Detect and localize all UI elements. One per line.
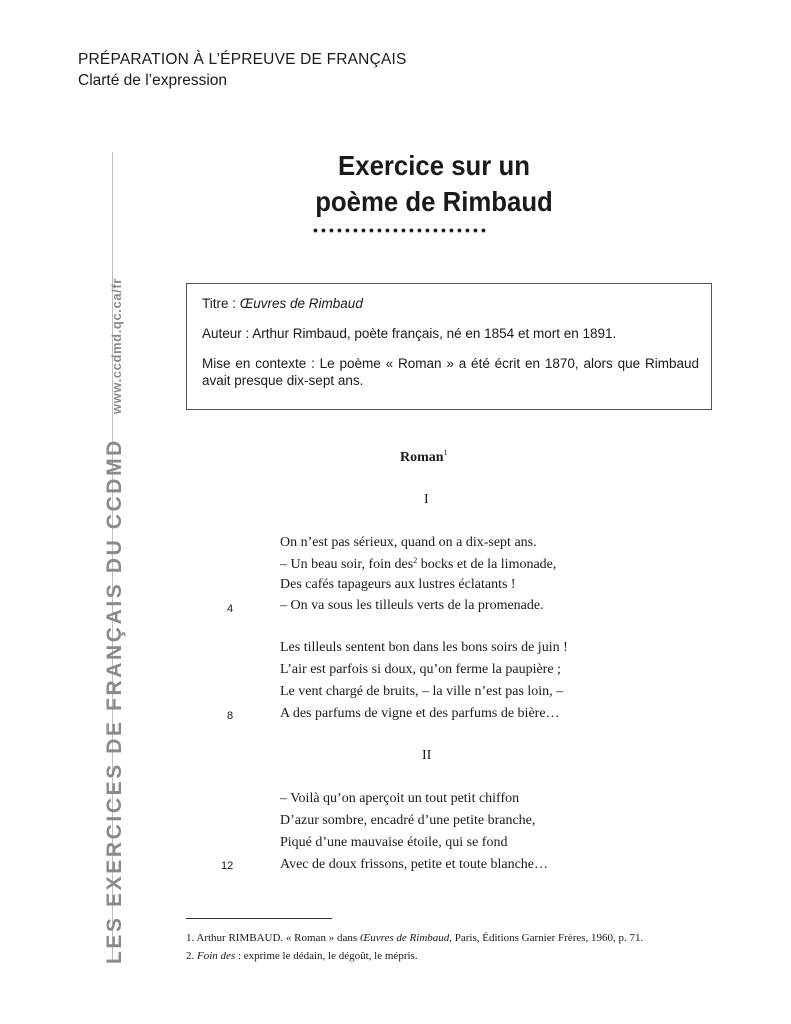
info-title-value: Œuvres de Rimbaud — [239, 296, 363, 311]
stanza-number-1: I — [424, 492, 429, 507]
verse-line: On n’est pas sérieux, quand on a dix-sept ans. — [280, 535, 537, 550]
title-line-1: Exercice sur un — [338, 150, 530, 181]
sidebar-branding — [103, 278, 127, 964]
verse-line: Piqué d’une mauvaise étoile, qui se fond — [280, 835, 508, 850]
sidebar-brand: LES EXERCICES DE FRANÇAIS DU CCDMD — [103, 438, 126, 964]
verse-line: Des cafés tapageurs aux lustres éclatants ! — [280, 577, 516, 592]
info-author: Auteur : Arthur Rimbaud, poète français, né en 1854 et mort en 1891. — [202, 326, 617, 341]
footnote-2: 2. Foin des : exprime le dédain, le dégoût, le mépris. — [186, 950, 418, 962]
title-dotted-rule: •••••••••••••••••••••• — [313, 222, 490, 238]
page-header — [78, 50, 407, 92]
stanza-number-2: II — [422, 748, 432, 763]
footnote-ref-1: 1 — [443, 448, 448, 457]
header-subject: Clarté de l’expression — [78, 72, 228, 89]
info-title: Titre : Œuvres de Rimbaud — [202, 296, 363, 311]
verse-line: Les tilleuls sentent bon dans les bons soirs de juin ! — [280, 640, 568, 655]
footnote-1: 1. Arthur RIMBAUD. « Roman » dans Œuvres de Rimbaud, Paris, Éditions Garnier Frères, 1960, p. 71. — [186, 932, 644, 944]
verse-line: – Un beau soir, foin des$^2$ bocks et de la limonade, — [280, 556, 557, 572]
info-context: Mise en contexte : Le poème « Roman » a été écrit en 1870, alors que Rimbaud avait presque dix-sept ans. — [202, 356, 699, 388]
verse-line: – Voilà qu’on aperçoit un tout petit chiffon — [280, 791, 520, 806]
page-title — [250, 148, 618, 220]
footnote-divider — [186, 918, 332, 919]
title-line-2: poème de Rimbaud — [315, 186, 553, 217]
info-box — [186, 283, 712, 410]
footnote-ref-2: 2 — [413, 556, 418, 565]
line-number: 4 — [227, 603, 234, 615]
line-number: 8 — [227, 710, 234, 722]
sidebar-site-url: www.ccdmd.qc.ca/fr — [109, 278, 124, 415]
verse-line: Le vent chargé de bruits, – la ville n’est pas loin, – — [280, 684, 564, 699]
header-course: PRÉPARATION À L’ÉPREUVE DE FRANÇAIS — [78, 51, 407, 68]
verse-line: – On va sous les tilleuls verts de la promenade. — [280, 598, 544, 613]
poem-title: Roman$^1$ — [400, 448, 448, 465]
verse-line: L’air est parfois si doux, qu’on ferme la paupière ; — [280, 662, 561, 677]
verse-line: Avec de doux frissons, petite et toute blanche… — [280, 857, 548, 872]
line-number: 12 — [221, 860, 234, 872]
verse-line: D’azur sombre, encadré d’une petite branche, — [280, 813, 536, 828]
verse-line: A des parfums de vigne et des parfums de bière… — [280, 706, 560, 721]
